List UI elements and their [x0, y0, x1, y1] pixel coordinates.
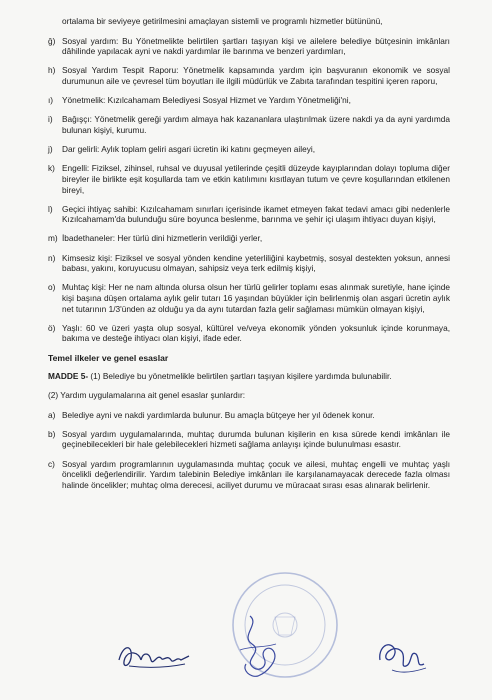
definition-text: Yönetmelik: Kızılcahamam Belediyesi Sosyal Hizmet ve Yardım Yönetmeliği'ni, [62, 95, 351, 106]
definition-text: Sosyal yardım: Bu Yönetmelikte belirtilen şartları taşıyan kişi ve ailelere belediye bütçesinin imkânları dâhilinde yapılacak ayni ve nakdi yardımlar ile barınma ve benzeri yardımları, [62, 35, 450, 57]
definition-item [48, 163, 450, 195]
principle-text: Sosyal yardım programlarının uygulamasında muhtaç çocuk ve ailesi, muhtaç engelli ve muhtaç yaşlı öncelikli değerlendirilir. Yardım talebinin Belediye imkânları ile karşılanamayacak derecede fazla olması halinde öncelikler; muhtaç olma derecesi, aciliyet durumu ve müracaat sırası esas alınarak belirlenir. [62, 458, 450, 490]
definition-text: Sosyal Yardım Tespit Raporu: Yönetmelik kapsamında yardım için başvuranın ekonomik ve sosyal durumunun aile ve çevresel tüm boyutları ile ilgili müdürlük ve Zabıta tarafından tespitini içeren raporu, [62, 65, 450, 86]
definition-text: İbadethaneler: Her türlü dini hizmetlerin verildiği yerler, [62, 233, 263, 244]
definition-item [48, 233, 450, 244]
intro-continuation: ortalama bir seviyeye getirilmesini amaçlayan sistemli ve programlı hizmetler bütününü, [62, 16, 383, 26]
definition-label: ı) [48, 95, 54, 106]
principle-text: Belediye ayni ve nakdi yardımlarda bulunur. Bu amaçla bütçeye her yıl ödenek konur. [62, 409, 375, 420]
definition-label: o) [48, 282, 56, 293]
definition-item [48, 144, 450, 155]
definition-text: Muhtaç kişi: Her ne nam altında olursa olsun her türlü gelirler toplamı esas alınmak suretiyle, hane içinde kişi başına düşen ortalama aylık gelir tutarı 16 yaşından büyükler için belirlenmiş olan asgari ücretin aylık net tutarının 1/3'ünden az olduğu ya da aynı tutardan fazla gelir sağlaması mümkün olmayan kişiyi, [62, 282, 450, 314]
definition-label: ö) [48, 322, 56, 333]
principle-label: b) [48, 428, 56, 439]
definition-label: ğ) [48, 35, 56, 46]
principle-label: c) [48, 458, 55, 469]
principle-label: a) [48, 409, 56, 420]
definition-label: l) [48, 203, 53, 214]
principle-item [48, 410, 450, 421]
definition-item [48, 323, 450, 344]
definition-text: Yaşlı: 60 ve üzeri yaşta olup sosyal, kültürel ve/veya ekonomik yönden yoksunluk içinde korunmaya, bakıma ve desteğe ihtiyacı olan kişiyi, ifade eder. [62, 322, 450, 344]
definition-text: Engelli: Fiziksel, zihinsel, ruhsal ve duyusal yetilerinde çeşitli düzeyde kayıplarından dolayı topluma diğer bireyler ile birlikte eşit koşullarda tam ve etkin katılımını kısıtlayan tutum ve çevre koşullarından etkilenen bireyi, [62, 163, 450, 195]
definition-text: Kimsesiz kişi: Fiziksel ve sosyal yönden kendine yeterliliğini kaybetmiş, sosyal destekten yoksun, annesi babası, yakını, koruyucusu olmayan, sahipsiz veya terk edilmiş kişiyi, [62, 252, 450, 274]
document-body [48, 16, 450, 499]
principles-list [48, 410, 450, 491]
definition-label: n) [48, 252, 56, 263]
definition-item [48, 65, 450, 86]
article-label: MADDE 5- [48, 371, 89, 382]
definition-text: Geçici ihtiyaç sahibi: Kızılcahamam sınırları içerisinde ikamet etmeyen fakat tedavi amacı gibi nedenlerle Kızılcahamam'da bulunduğu süre boyunca beslenme, barınma ve şehir içi ulaşım ihtiyacı duyan kişiyi, [62, 203, 450, 225]
definition-label: h) [48, 65, 56, 76]
section-heading: Temel ilkeler ve genel esaslar [48, 352, 169, 363]
definition-label: k) [48, 163, 55, 174]
article-5 [48, 371, 450, 382]
definition-text: Bağışçı: Yönetmelik gereği yardım almaya hak kazananlara ulaştırılmak üzere nakdi ya da ayni yardımda bulunan kişiyi, kurumu. [62, 114, 450, 135]
definition-item [48, 36, 450, 57]
definition-text: Dar gelirli: Aylık toplam geliri asgari ücretin iki katını geçmeyen aileyi, [62, 144, 316, 155]
signature-right [372, 630, 432, 680]
article-text: (1) Belediye bu yönetmelikle belirtilen şartları taşıyan kişilere yardımda bulunabilir. [90, 371, 392, 382]
principle-item [48, 429, 450, 450]
principle-item [48, 459, 450, 491]
definitions-list [48, 36, 450, 344]
definition-label: m) [48, 233, 58, 244]
principle-text: Sosyal yardım uygulamalarında, muhtaç durumda bulunan kişilerin en kısa sürede kendi imkânları ile geçinebilecekleri bir hale gelebilecekleri hizmeti sağlama anlayışı içinde bulunulması esastır. [62, 428, 450, 450]
definition-item [48, 253, 450, 274]
definition-item [48, 282, 450, 314]
signature-left [115, 638, 195, 678]
definition-item [48, 114, 450, 135]
definition-label: i) [48, 114, 53, 125]
definition-item [48, 95, 450, 106]
signature-middle [230, 610, 290, 680]
subclause: (2) Yardım uygulamalarına ait genel esaslar şunlardır: [48, 390, 246, 401]
definition-item [48, 204, 450, 225]
definition-label: j) [48, 144, 53, 155]
